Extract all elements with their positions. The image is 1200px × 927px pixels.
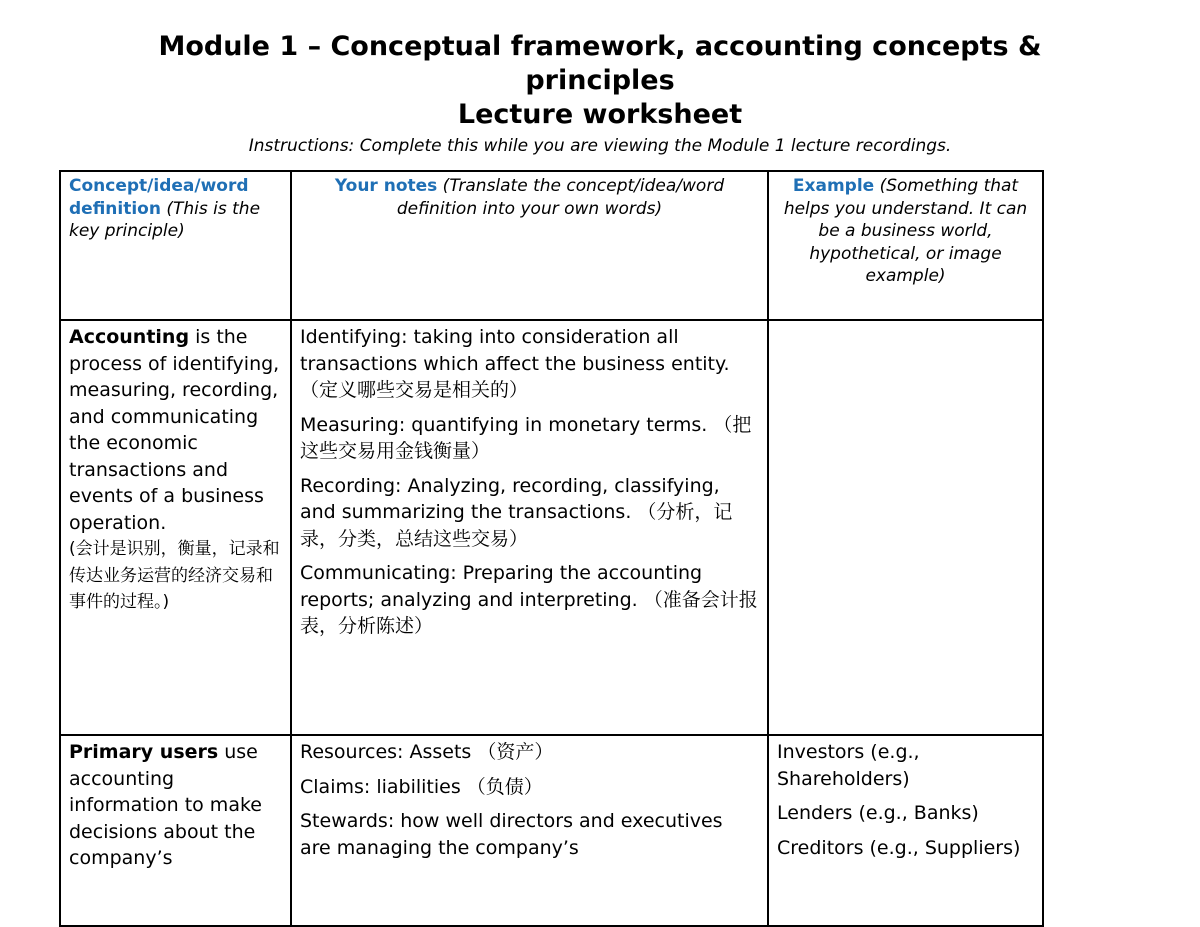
note-item: Claims: liabilities （负债） <box>300 775 543 798</box>
example-item: Lenders (e.g., Banks) <box>777 802 979 824</box>
concept-translation: (会计是识别，衡量，记录和传达业务运营的经济交易和事件的过程。) <box>69 539 280 612</box>
header-cell-concept <box>60 171 291 320</box>
notes-cell-primary-users <box>291 735 768 926</box>
header-row <box>60 171 1043 320</box>
instructions-text: Instructions: Complete this while you are viewing the Module 1 lecture recordings. <box>248 136 952 156</box>
table-row <box>60 735 1043 926</box>
concept-cell-primary-users <box>60 735 291 926</box>
concept-term: Primary users <box>69 741 219 763</box>
header-example-note: (Something that helps you understand. It can be a business world, hypothetical, or image example) <box>783 176 1028 286</box>
note-item: Measuring: quantifying in monetary terms. （把这些交易用金钱衡量） <box>300 413 752 462</box>
header-notes-note: (Translate the concept/idea/word definition into your own words) <box>396 176 725 219</box>
page-title <box>0 30 1200 132</box>
concept-definition: use accounting information to make decisions about the company’s <box>69 741 262 869</box>
header-cell-notes <box>291 171 768 320</box>
example-item: Creditors (e.g., Suppliers) <box>777 836 1021 859</box>
header-cell-example <box>768 171 1043 320</box>
note-item: Identifying: taking into consideration all transactions which affect the business entity. （定义哪些交易是相关的） <box>300 326 730 401</box>
concept-cell-accounting <box>60 320 291 735</box>
note-item: Recording: Analyzing, recording, classifying, and summarizing the transactions. （分析，记录，分类，总结这些交易） <box>300 474 733 550</box>
header-concept-note: (This is the key principle) <box>69 198 261 241</box>
note-item: Communicating: Preparing the accounting reports; analyzing and interpreting. （准备会计报表，分析陈述） <box>300 562 758 637</box>
worksheet-table <box>59 170 1044 927</box>
example-item: Investors (e.g., Shareholders) <box>777 741 920 790</box>
example-cell-accounting[interactable] <box>768 320 1043 735</box>
header-concept-label: Concept/idea/word definition <box>69 176 249 219</box>
concept-definition: is the process of identifying, measuring, recording, and communicating the economic transactions and events of a business operation. <box>69 326 280 534</box>
note-item: Stewards: how well directors and executives are managing the company’s <box>300 810 723 859</box>
title-line-1: Module 1 – Conceptual framework, accounting concepts & principles <box>158 31 1042 96</box>
worksheet-header <box>0 30 1200 156</box>
notes-cell-accounting <box>291 320 768 735</box>
example-cell-primary-users <box>768 735 1043 926</box>
header-example-label: Example <box>792 176 875 196</box>
table-row <box>60 320 1043 735</box>
concept-term: Accounting <box>69 326 190 348</box>
header-notes-label: Your notes <box>334 176 438 196</box>
note-item: Resources: Assets （资产） <box>300 741 554 763</box>
title-line-2: Lecture worksheet <box>457 99 743 130</box>
